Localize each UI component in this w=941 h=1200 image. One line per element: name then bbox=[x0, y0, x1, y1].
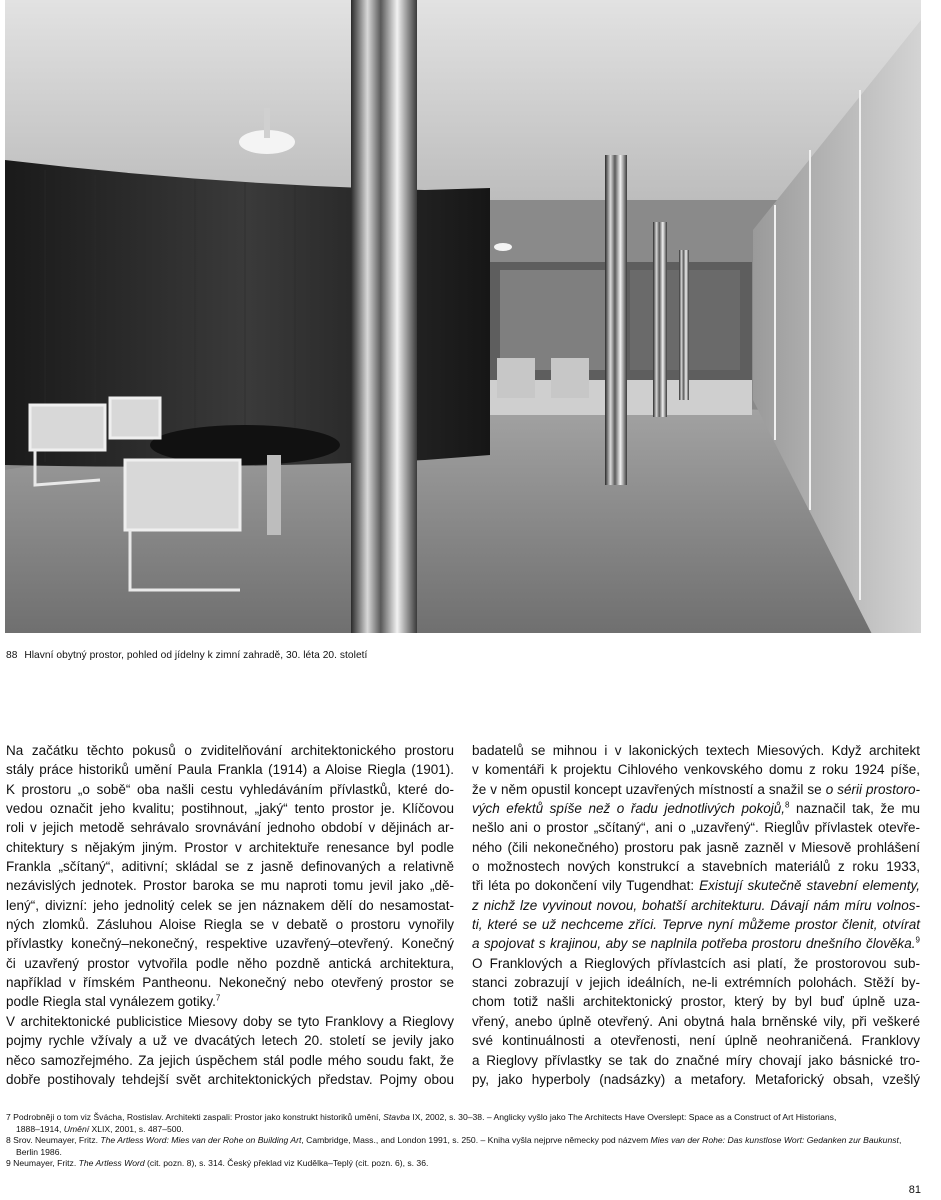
footnote-text: 8 Srov. Neumayer, Fritz. bbox=[6, 1135, 101, 1146]
footnote-9 bbox=[6, 1158, 921, 1170]
footnote-italic: The Artless Word bbox=[78, 1158, 145, 1169]
text-span: že v něm opustil koncept uzavřených místností a snažil se bbox=[472, 781, 826, 797]
text-line: a Rieglovy přívlastky se tak do značné míry chovají jako básnické tro- bbox=[472, 1052, 920, 1068]
text-line: vřený, anebo úplně otevřený. Ani obytná hala brněnské vily, při veškeré bbox=[472, 1013, 920, 1029]
page-number: 81 bbox=[908, 1184, 921, 1196]
quote-span: a spojovat s krajinou, aby se naplnila potřeba prostoru dnešního člověka. bbox=[472, 936, 916, 952]
footnote-text: 7 Podrobněji o tom viz Švácha, Rostislav. Architekti zaspali: Prostor jako konstrukt historiků umění, bbox=[6, 1112, 384, 1122]
footnote-ref: 9 bbox=[915, 935, 920, 945]
text-line: ti, které se už nechceme zříci. Teprve nyní můžeme prostor členit, otvírat bbox=[472, 917, 920, 933]
footnote-italic: Stavba bbox=[383, 1112, 410, 1122]
footnote-8-continued bbox=[6, 1147, 921, 1159]
footnote-text: (cit. pozn. 8), s. 314. Český překlad viz Kudělka–Teplý (cit. pozn. 6), s. 36. bbox=[144, 1158, 429, 1169]
footnote-text: 9 Neumayer, Fritz. bbox=[6, 1158, 79, 1169]
text-line bbox=[472, 876, 920, 895]
text-line bbox=[472, 799, 920, 818]
body-text-left-column bbox=[6, 741, 454, 1089]
interior-photograph bbox=[5, 0, 921, 633]
figure-number: 88 bbox=[6, 650, 18, 661]
text-line: či uzavřený prostor vytvořila podle něho pozdně antická architektura, bbox=[6, 955, 454, 971]
text-line: V architektonické publicistice Miesovy doby se tyto Franklovy a Rieglovy bbox=[6, 1013, 454, 1029]
text-line: něco samozřejmého. Za jejich úspěchem stál podle mého soudu fakt, že bbox=[6, 1052, 454, 1068]
quote-span: o sérii prostoro- bbox=[825, 781, 920, 797]
text-line: ných zlomků. Zásluhou Aloise Riegla se v debatě o prostoru vynořily bbox=[6, 917, 454, 933]
text-line-content: podle Riegla stal vynálezem gotiky. bbox=[6, 994, 216, 1010]
text-line: přívlastky konečný–nekonečný, respektive uzavřený–otevřený. Konečný bbox=[6, 936, 454, 952]
text-line: ného (čili nekonečného) prostoru pak jasně zazněl v Miesově prohlášení bbox=[472, 839, 920, 855]
text-line: například v římském Pantheonu. Nekonečný nebo otevřený prostor se bbox=[6, 975, 454, 991]
text-line: py, jako hyperboly (nadsázky) a metafory. Metaforický obsah, vzešlý bbox=[472, 1071, 920, 1087]
text-line: roli v jejich metodě sehrávalo srovnávání jednoho období v dějinách ar- bbox=[6, 820, 454, 836]
text-line: své kontinuálnosti a otevřenosti, není úplně neohraničená. Franklovy bbox=[472, 1033, 920, 1049]
text-line: chitektury s nějakým jiným. Prostor v architektuře renesance byl podle bbox=[6, 839, 454, 855]
text-line: stály práce historiků umění Paula Frankla (1914) a Aloise Riegla (1901). bbox=[6, 762, 454, 778]
footnote-7-continued bbox=[6, 1124, 921, 1136]
footnote-text: 1888–1914, bbox=[16, 1123, 64, 1134]
text-line bbox=[472, 934, 920, 953]
text-line: vedou označit jeho kvalitu; postihnout, „jaký“ tento prostor je. Klíčovou bbox=[6, 801, 454, 817]
text-span: tři léta po dokončení vily Tugendhat: bbox=[472, 878, 700, 894]
text-line: K prostoru „o sobě“ oba našli cestu vyhledáváním přívlastků, které do- bbox=[6, 781, 454, 797]
text-line: O Franklových a Rieglových přívlastcích asi platí, že prostorovou sub- bbox=[472, 955, 920, 971]
footnote-italic: Umění bbox=[63, 1123, 90, 1134]
footnote-italic: Mies van der Rohe: Das kunstlose Wort: Gedanken zur Baukunst bbox=[650, 1135, 899, 1146]
footnote-text: , Cambridge, Mass., and London 1991, s. 250. – Kniha vyšla nejprve německy pod názvem bbox=[301, 1135, 651, 1146]
footnote-ref: 8 bbox=[785, 800, 790, 810]
text-line: nešlo ani o prostor „sčítaný“, ani o „uzavřený“. Rieglův přívlastek otevře- bbox=[472, 820, 920, 836]
text-line: lený“, divizní: jeho jednolitý celek se jen náznakem dělí do nesamostat- bbox=[6, 897, 454, 913]
text-line: Frankla „sčítaný“, aditivní; skládal se z jasně definovaných a relativně bbox=[6, 859, 454, 875]
text-line: v komentáři k projektu Cihlového venkovského domu z roku 1924 píše, bbox=[472, 762, 920, 778]
text-span: naznačil tak, že mu bbox=[789, 801, 920, 817]
figure-caption-text: Hlavní obytný prostor, pohled od jídelny k zimní zahradě, 30. léta 20. století bbox=[24, 650, 368, 661]
quote-span: Existují skutečně stavební elementy, bbox=[699, 878, 921, 894]
footnote-7 bbox=[6, 1112, 921, 1124]
text-line: badatelů se mihnou i v lakonických textech Miesových. Když architekt bbox=[472, 743, 920, 758]
text-line: chom totiž našli architektonický prostor, který by byl buď úplně uza- bbox=[472, 994, 920, 1010]
footnote-text: Berlin 1986. bbox=[16, 1146, 62, 1157]
text-line: o možnostech nových konstrukcí a stavebních materiálů z roku 1933, bbox=[472, 859, 920, 875]
figure-caption bbox=[6, 650, 906, 661]
text-line: z nichž lze vyvinout novou, bohatší architekturu. Dávají nám míru volnos- bbox=[472, 897, 920, 913]
footnote-ref: 7 bbox=[215, 993, 221, 1003]
text-line: pojmy rychle vžívaly a už ve dvacátých letech 20. století se jevily jako bbox=[6, 1033, 454, 1049]
footnote-8 bbox=[6, 1135, 921, 1147]
text-line: nezávislých jednotek. Prostor baroka se mu naproti tomu jevil jako „dě- bbox=[6, 878, 454, 894]
footnote-text: IX, 2002, s. 30–38. – Anglicky vyšlo jako The Architects Have Overslept: Space as a Construct of Art Historians, bbox=[409, 1112, 837, 1122]
text-line: dobře postihovaly tehdejší svět architektonických představ. Pojmy obou bbox=[6, 1071, 454, 1087]
body-text-right-column bbox=[472, 741, 920, 1089]
text-line bbox=[6, 992, 454, 1011]
footnote-italic: The Artless Word: Mies van der Rohe on Building Art bbox=[100, 1135, 302, 1146]
text-line: Na začátku těchto pokusů o zviditelňování architektonického prostoru bbox=[6, 743, 454, 758]
text-line: stanci zobrazují v jejich ideálních, ne-li extrémních polohách. Stěží by- bbox=[472, 975, 920, 991]
footnotes bbox=[6, 1112, 921, 1170]
footnote-text: , bbox=[898, 1135, 902, 1146]
footnote-text: XLIX, 2001, s. 487–500. bbox=[89, 1123, 184, 1134]
quote-span: vých efektů spíše než o řadu jednotlivých pokojů, bbox=[472, 801, 786, 817]
text-line bbox=[472, 780, 920, 799]
